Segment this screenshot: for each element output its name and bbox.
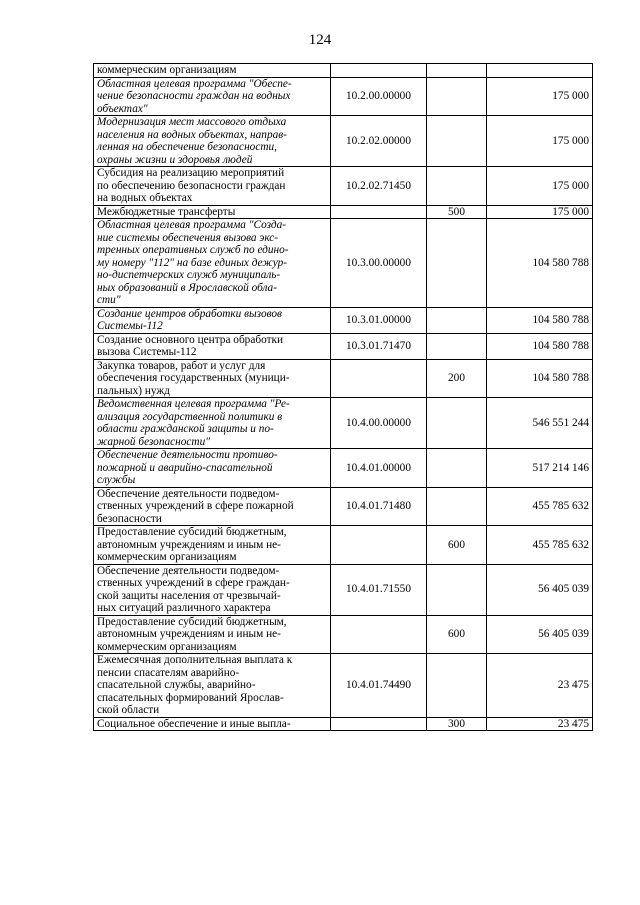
table-row (94, 167, 593, 206)
row-name-line: жарной безопасности" (97, 435, 210, 448)
row-name-line: Предоставление субсидий бюджетным, (97, 526, 287, 538)
row-amount-cell: 517 214 146 (487, 449, 593, 488)
row-code-cell: 10.3.01.00000 (331, 307, 427, 333)
row-name-cell (94, 307, 331, 333)
row-name-line: тренных оперативных служб по едино- (97, 244, 289, 256)
row-amount-cell: 175 000 (487, 116, 593, 167)
row-amount-cell: 104 580 788 (487, 359, 593, 398)
row-amount-cell: 104 580 788 (487, 219, 593, 308)
row-expense-type-cell (427, 77, 487, 116)
row-amount-cell: 546 551 244 (487, 398, 593, 449)
row-name-line: спасательных формирований Ярослав- (97, 691, 284, 704)
row-expense-type-cell: 600 (427, 615, 487, 654)
row-name-line: Закупка товаров, работ и услуг для (97, 359, 266, 372)
row-code-cell: 10.4.01.74490 (331, 654, 427, 718)
row-name-line: спасательной службы, аварийно- (97, 679, 256, 691)
row-name-line: Обеспечение деятельности противо- (97, 449, 278, 461)
row-amount-cell: 175 000 (487, 205, 593, 219)
row-expense-type-cell (427, 398, 487, 449)
table-row (94, 333, 593, 359)
row-name-line: ние системы обеспечения вызова экс- (97, 231, 279, 244)
row-name-line: ленная на обеспечение безопасности, (97, 141, 277, 153)
table-row (94, 717, 593, 731)
row-code-cell: 10.2.02.00000 (331, 116, 427, 167)
row-name-line: Субсидия на реализацию мероприятий (97, 167, 285, 179)
row-amount-cell: 175 000 (487, 77, 593, 116)
row-code-cell (331, 64, 427, 78)
row-name-line: по обеспечению безопасности граждан (97, 179, 286, 192)
row-name-line: Обеспечение деятельности подведом- (97, 564, 280, 577)
row-name-line: Модернизация мест массового отдыха (97, 116, 287, 128)
row-name-line: Предоставление субсидий бюджетным, (97, 615, 287, 628)
table-row (94, 307, 593, 333)
row-expense-type-cell: 300 (427, 717, 487, 731)
row-code-cell (331, 359, 427, 398)
row-name-line: безопасности (97, 512, 162, 525)
row-name-line: сти" (97, 294, 121, 306)
row-name-line: Областная целевая программа "Обеспе- (97, 77, 292, 90)
row-name-line: ственных учреждений в сфере пожарной (97, 500, 294, 512)
row-name-cell (94, 615, 331, 654)
row-code-cell: 10.4.01.71480 (331, 487, 427, 526)
row-name-line: пожарной и аварийно-спасательной (97, 461, 273, 474)
row-amount-cell: 455 785 632 (487, 487, 593, 526)
row-name-line: коммерческим организациям (97, 551, 237, 563)
row-name-line: охраны жизни и здоровья людей (97, 153, 253, 166)
row-name-line: Межбюджетные трансферты (97, 205, 236, 218)
row-amount-cell: 104 580 788 (487, 333, 593, 359)
row-expense-type-cell (427, 449, 487, 488)
table-row (94, 449, 593, 488)
row-code-cell (331, 717, 427, 731)
row-name-line: населения на водных объектах, направ- (97, 128, 287, 141)
row-amount-cell: 23 475 (487, 717, 593, 731)
row-name-line: вызова Системы-112 (97, 346, 197, 358)
row-code-cell: 10.4.01.71550 (331, 564, 427, 615)
row-code-cell (331, 615, 427, 654)
row-name-cell (94, 654, 331, 718)
row-expense-type-cell: 200 (427, 359, 487, 398)
row-code-cell: 10.4.00.00000 (331, 398, 427, 449)
row-expense-type-cell (427, 307, 487, 333)
row-name-line: му номеру "112" на базе единых дежур- (97, 256, 288, 269)
page-number: 124 (308, 32, 332, 48)
row-amount-cell: 104 580 788 (487, 307, 593, 333)
row-name-cell (94, 116, 331, 167)
row-name-line: ных ситуаций различного характера (97, 602, 271, 614)
budget-table (93, 63, 593, 731)
row-amount-cell: 23 475 (487, 654, 593, 718)
row-expense-type-cell (427, 167, 487, 206)
row-name-line: ализация государственной политики в (97, 410, 283, 423)
row-expense-type-cell (427, 116, 487, 167)
row-code-cell: 10.3.00.00000 (331, 219, 427, 308)
row-name-cell (94, 359, 331, 398)
row-name-line: Ежемесячная дополнительная выплата к (97, 654, 293, 666)
row-amount-cell: 56 405 039 (487, 564, 593, 615)
table-row (94, 398, 593, 449)
row-expense-type-cell (427, 654, 487, 718)
row-name-cell (94, 449, 331, 488)
row-name-line: на водных объектах (97, 192, 193, 204)
row-name-line: Областная целевая программа "Созда- (97, 219, 286, 231)
row-name-line: обеспечения государственных (муници- (97, 372, 290, 384)
table-row (94, 359, 593, 398)
row-code-cell (331, 526, 427, 565)
table-row (94, 77, 593, 116)
row-name-line: пенсии спасателям аварийно- (97, 666, 240, 679)
table-row (94, 64, 593, 78)
row-name-line: ской защиты населения от чрезвычай- (97, 589, 281, 602)
row-name-line: пальных) нужд (97, 384, 170, 397)
row-name-line: Социальное обеспечение и иные выпла- (97, 717, 291, 730)
row-name-cell (94, 219, 331, 308)
table-row (94, 205, 593, 219)
row-name-line: области гражданской защиты и по- (97, 423, 274, 435)
row-name-line: ской области (97, 704, 160, 716)
row-name-cell (94, 77, 331, 116)
table-row (94, 487, 593, 526)
row-name-cell (94, 398, 331, 449)
table-row (94, 526, 593, 565)
row-name-cell (94, 205, 331, 219)
row-name-cell (94, 487, 331, 526)
budget-table-body (94, 64, 593, 731)
row-name-line: ственных учреждений в сфере граждан- (97, 577, 290, 589)
row-amount-cell: 175 000 (487, 167, 593, 206)
row-name-line: но-диспетчерских служб муниципаль- (97, 269, 281, 281)
row-name-line: коммерческим организациям (97, 64, 237, 76)
row-code-cell (331, 205, 427, 219)
row-name-line: автономным учреждениям и иным не- (97, 538, 281, 551)
row-name-line: чение безопасности граждан на водных (97, 90, 291, 102)
row-code-cell: 10.4.01.00000 (331, 449, 427, 488)
row-amount-cell: 56 405 039 (487, 615, 593, 654)
row-name-line: ных образований в Ярославской обла- (97, 281, 277, 294)
row-name-line: объектах" (97, 102, 148, 115)
row-expense-type-cell: 600 (427, 526, 487, 565)
row-expense-type-cell (427, 219, 487, 308)
row-name-cell (94, 717, 331, 731)
row-amount-cell: 455 785 632 (487, 526, 593, 565)
row-name-cell (94, 526, 331, 565)
row-name-line: службы (97, 474, 136, 486)
table-row (94, 219, 593, 308)
row-name-line: Ведомственная целевая программа "Ре- (97, 398, 290, 410)
row-code-cell: 10.2.02.71450 (331, 167, 427, 206)
row-name-cell (94, 64, 331, 78)
row-name-line: Создание основного центра обработки (97, 333, 284, 346)
row-expense-type-cell (427, 487, 487, 526)
row-name-line: Создание центров обработки вызовов (97, 307, 282, 320)
row-name-line: коммерческим организациям (97, 640, 237, 653)
table-row (94, 564, 593, 615)
table-row (94, 654, 593, 718)
row-name-line: автономным учреждениям и иным не- (97, 628, 281, 640)
row-amount-cell (487, 64, 593, 78)
row-expense-type-cell: 500 (427, 205, 487, 219)
row-expense-type-cell (427, 333, 487, 359)
row-code-cell: 10.3.01.71470 (331, 333, 427, 359)
row-expense-type-cell (427, 64, 487, 78)
row-name-cell (94, 564, 331, 615)
table-row (94, 615, 593, 654)
row-name-cell (94, 333, 331, 359)
table-row (94, 116, 593, 167)
row-expense-type-cell (427, 564, 487, 615)
row-name-line: Обеспечение деятельности подведом- (97, 487, 280, 500)
row-name-line: Системы-112 (97, 320, 163, 332)
row-name-cell (94, 167, 331, 206)
row-code-cell: 10.2.00.00000 (331, 77, 427, 116)
